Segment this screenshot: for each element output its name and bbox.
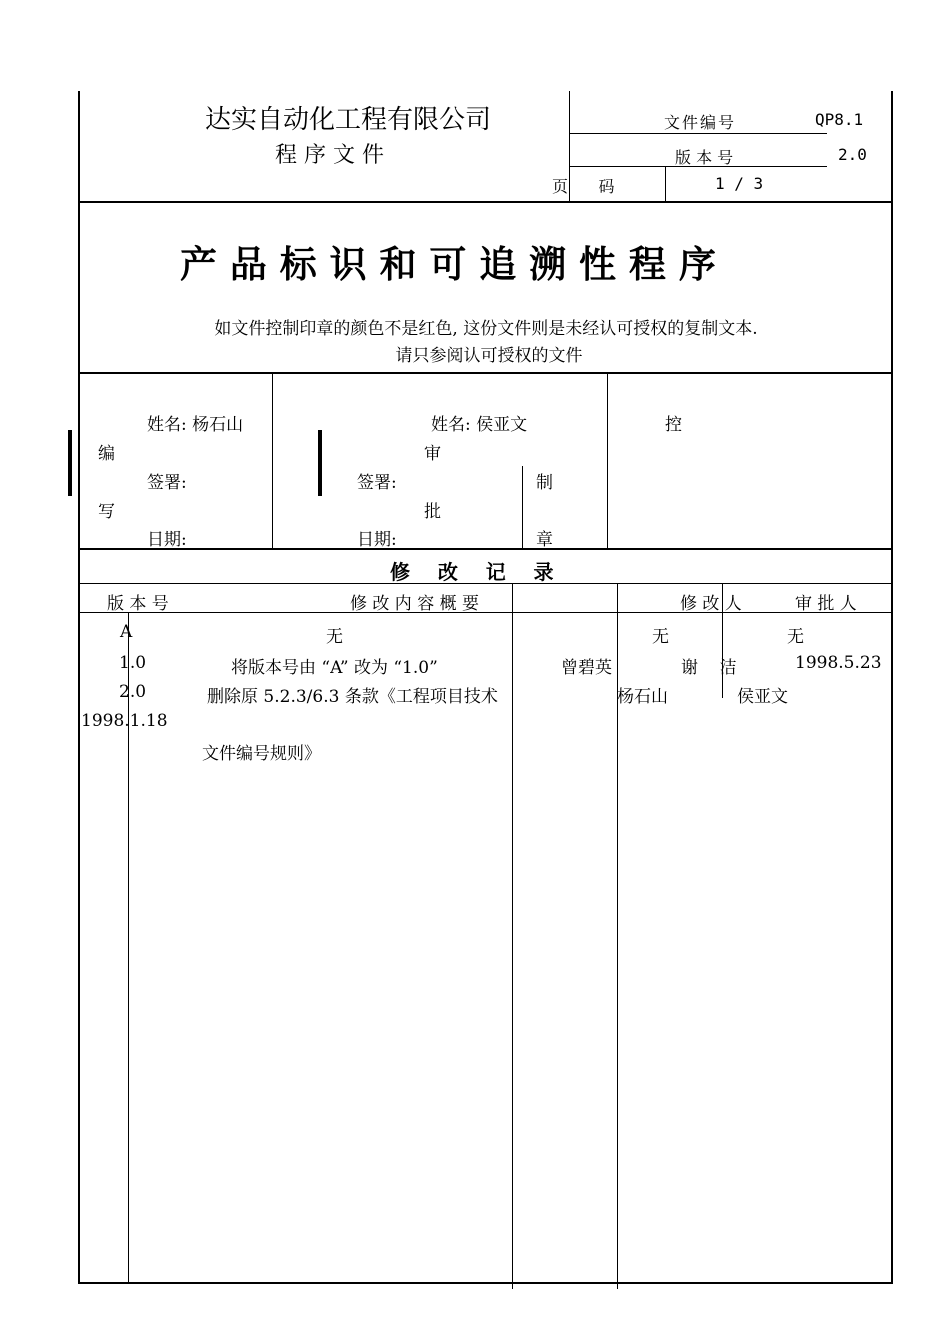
col-header-modifier: 修 改 人 [680, 594, 742, 614]
page-label: 页 码 [552, 177, 615, 196]
col-header-approver: 审 批 人 [795, 594, 857, 614]
version-value: 2.0 [838, 145, 867, 164]
control-stamp-char-2: 制 [536, 473, 553, 493]
row-3-date: 1998.1.18 [81, 711, 168, 731]
rev-col-divider-2 [512, 583, 513, 1289]
frame-bottom-border [78, 1282, 893, 1284]
control-stamp-char-3: 章 [536, 530, 553, 550]
sig-divider-1 [272, 374, 273, 548]
sig-divider-3 [607, 374, 608, 548]
header-page-divider [665, 166, 666, 201]
header-row-line-1 [569, 133, 827, 134]
row-2-date: 1998.5.23 [795, 653, 882, 673]
row-3-approver: 侯亚文 [737, 687, 788, 707]
row-3-modifier: 杨石山 [617, 687, 668, 707]
doc-type: 程 序 文 件 [275, 143, 384, 168]
author-side-1: 编 [98, 444, 115, 464]
row-1-modifier: 无 [652, 627, 669, 647]
row-3-summary: 删除原 5.2.3/6.3 条款《工程项目技术 [207, 687, 498, 707]
author-date: 日期: [147, 530, 187, 550]
control-stamp-char-1: 控 [665, 415, 682, 435]
notice-line-1: 如文件控制印章的颜色不是红色, 这份文件则是未经认可授权的复制文本. [214, 319, 758, 339]
sig-bar-mid [318, 430, 322, 496]
doc-number-value: QP8.1 [815, 110, 864, 129]
page-value: 1 / 3 [715, 174, 764, 193]
sig-divider-2 [522, 466, 523, 548]
row-1-approver: 无 [787, 627, 804, 647]
row-1-summary: 无 [326, 627, 343, 647]
reviewer-name: 姓名: 侯亚文 [431, 415, 528, 435]
page-title: 产 品 标 识 和 可 追 溯 性 程 序 [180, 242, 716, 286]
frame-right-border [891, 91, 893, 1284]
frame-left-border [78, 91, 80, 1284]
sig-bar-left [68, 430, 72, 496]
author-side-2: 写 [98, 502, 115, 522]
author-name: 姓名: 杨石山 [147, 415, 244, 435]
row-2-summary: 将版本号由 “A” 改为 “1.0” [231, 658, 438, 678]
sig-bottom-line [78, 548, 893, 550]
row-3-version: 2.0 [119, 682, 147, 702]
author-sign: 签署: [147, 473, 187, 493]
doc-number-label: 文件编号 [664, 113, 737, 132]
version-label: 版 本 号 [675, 148, 734, 167]
row-2-version: 1.0 [119, 653, 147, 673]
row-2-modifier: 曾碧英 [561, 658, 612, 678]
col-header-summary: 修 改 内 容 概 要 [350, 594, 480, 614]
row-1-version: A [120, 622, 133, 642]
reviewer-side-2: 批 [424, 502, 441, 522]
reviewer-date: 日期: [357, 530, 397, 550]
reviewer-sign: 签署: [357, 473, 397, 493]
row-3-summary-cont: 文件编号规则》 [202, 744, 321, 764]
company-name: 达实自动化工程有限公司 [205, 105, 492, 135]
notice-bottom-line [78, 372, 893, 374]
header-bottom-line [78, 201, 893, 203]
notice-line-2: 请只参阅认可授权的文件 [395, 346, 583, 366]
reviewer-side-1: 审 [424, 444, 441, 464]
revisions-heading: 修 改 记 录 [390, 560, 554, 584]
row-2-approver: 谢 洁 [681, 658, 737, 678]
col-header-version: 版 本 号 [107, 594, 169, 614]
rev-header-bottom-line [78, 612, 893, 613]
